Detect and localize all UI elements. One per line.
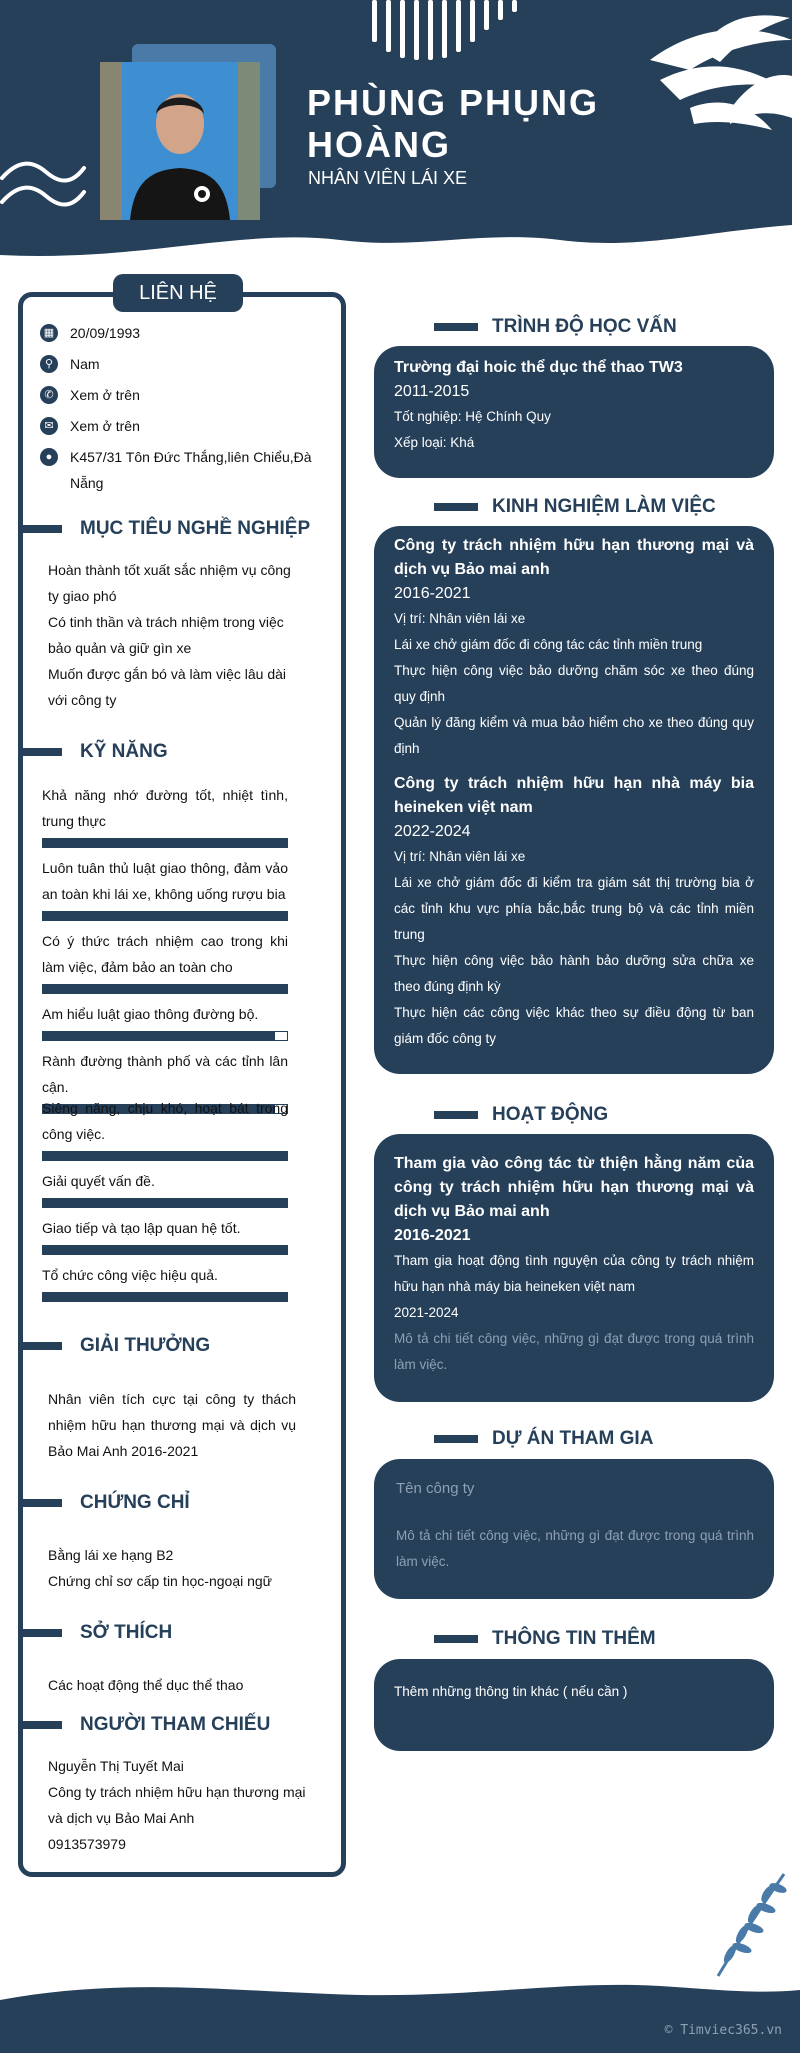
heading-bar xyxy=(22,1342,62,1350)
skill-level-bar xyxy=(42,1292,288,1302)
job-position: Vị trí: Nhân viên lái xe xyxy=(394,611,526,626)
contact-title: LIÊN HỆ xyxy=(113,274,243,312)
heading-bar xyxy=(434,1435,478,1443)
hobbies-title: SỞ THÍCH xyxy=(80,1622,173,1643)
skill-name: Giải quyết vấn đề. xyxy=(42,1173,155,1189)
activity-placeholder: Mô tả chi tiết công việc, những gì đạt được trong quá trình làm việc. xyxy=(394,1331,754,1372)
profile-photo xyxy=(100,62,260,220)
hobbies-heading xyxy=(22,1622,172,1644)
extra-heading xyxy=(434,1628,656,1650)
skill-name: Rành đường thành phố và các tỉnh lân cận. xyxy=(42,1053,288,1095)
education-rank: Xếp loại: Khá xyxy=(394,435,475,450)
projects-heading xyxy=(434,1428,653,1450)
certificates-title: CHỨNG CHỈ xyxy=(80,1492,190,1513)
activity-years: 2016-2021 xyxy=(394,1227,471,1244)
skill-name: Khả năng nhớ đường tốt, nhiệt tình, trung thực xyxy=(42,787,288,829)
email-icon: ✉ xyxy=(40,417,58,435)
education-heading xyxy=(434,316,677,338)
skill-item xyxy=(42,1168,288,1208)
activities-card xyxy=(374,1134,774,1402)
hobbies-text: Các hoạt động thể dục thể thao xyxy=(48,1677,244,1693)
heading-bar xyxy=(22,525,62,533)
skill-level-bar xyxy=(42,1245,288,1255)
name-line-1: PHÙNG PHỤNG xyxy=(307,82,600,123)
skill-name: Am hiểu luật giao thông đường bộ. xyxy=(42,1006,259,1022)
skill-item xyxy=(42,1262,288,1302)
skill-item xyxy=(42,1215,288,1255)
projects-card xyxy=(374,1459,774,1599)
project-desc-placeholder: Mô tả chi tiết công việc, những gì đạt được trong quá trình làm việc. xyxy=(396,1528,754,1569)
contact-gender xyxy=(40,351,312,377)
activities-heading xyxy=(434,1104,608,1126)
activity-years-2: 2021-2024 xyxy=(394,1305,459,1320)
experience-heading xyxy=(434,496,716,518)
skill-level-fill xyxy=(43,985,287,993)
extra-card xyxy=(374,1659,774,1751)
heading-bar xyxy=(22,1629,62,1637)
skill-item xyxy=(42,928,288,994)
skill-level-fill xyxy=(43,912,287,920)
footer-background xyxy=(0,1960,800,2053)
activity-text: Tham gia hoạt động tình nguyện của công ty trách nhiệm hữu hạn nhà máy bia heineken việt nam xyxy=(394,1253,754,1294)
certificate-item: Bằng lái xe hạng B2 xyxy=(48,1547,174,1563)
gender-icon: ⚲ xyxy=(40,355,58,373)
copyright-text: © Timviec365.vn xyxy=(664,2023,782,2038)
education-school: Trường đại hoic thể dục thể thao TW3 xyxy=(394,359,683,376)
education-card xyxy=(374,346,774,478)
activities-title: HOẠT ĐỘNG xyxy=(492,1104,609,1125)
reference-company: Công ty trách nhiệm hữu hạn thương mại và dịch vụ Bảo Mai Anh xyxy=(48,1784,306,1826)
experience-title: KINH NGHIỆM LÀM VIỆC xyxy=(492,496,716,517)
reference-phone: 0913573979 xyxy=(48,1836,126,1852)
skill-item xyxy=(42,782,288,848)
activity-heading: Tham gia vào công tác từ thiện hằng năm của công ty trách nhiệm hữu hạn thương mại và dịch vụ Bảo mai anh xyxy=(394,1155,754,1220)
contact-email-text: Xem ở trên xyxy=(70,418,140,434)
objective-heading xyxy=(22,518,310,540)
skill-item xyxy=(42,855,288,921)
skill-name: Giao tiếp và tạo lập quan hệ tốt. xyxy=(42,1220,241,1236)
skill-level-fill xyxy=(43,1293,287,1301)
contact-email xyxy=(40,413,312,439)
objective-text: Hoàn thành tốt xuất sắc nhiệm vụ công ty giao phó Có tinh thần và trách nhiệm trong việc bảo quản và giữ gìn xe Muốn được gắn bó và làm việc lâu dài với công ty xyxy=(48,562,291,708)
project-company-placeholder: Tên công ty xyxy=(396,1480,475,1497)
heading-bar xyxy=(434,323,478,331)
skill-name: Luôn tuân thủ luật giao thông, đảm vảo an toàn khi lái xe, không uống rượu bia xyxy=(42,860,288,902)
skill-level-bar xyxy=(42,911,288,921)
job-company: Công ty trách nhiệm hữu hạn thương mại và dịch vụ Bảo mai anh xyxy=(394,537,754,578)
contact-phone-text: Xem ở trên xyxy=(70,387,140,403)
header-banner xyxy=(0,0,792,262)
certificate-item: Chứng chỉ sơ cấp tin học-ngoại ngữ xyxy=(48,1573,273,1589)
references-heading xyxy=(22,1714,270,1736)
skill-level-fill xyxy=(43,1199,287,1207)
certificates-list xyxy=(48,1542,308,1594)
skill-level-fill xyxy=(43,1032,275,1040)
skill-name: Siêng năng, chịu khó, hoạt bát trong công việc. xyxy=(42,1100,288,1142)
certificates-heading xyxy=(22,1492,190,1514)
skill-name: Tổ chức công việc hiệu quả. xyxy=(42,1267,218,1283)
skill-level-fill xyxy=(43,1246,287,1254)
heading-bar xyxy=(22,1721,62,1729)
contact-address xyxy=(40,444,312,496)
heading-bar xyxy=(434,1635,478,1643)
reference-name: Nguyễn Thị Tuyết Mai xyxy=(48,1758,184,1774)
references-title: NGƯỜI THAM CHIẾU xyxy=(80,1714,271,1735)
contact-address-text: K457/31 Tôn Đức Thắng,liên Chiểu,Đà Nẵng xyxy=(70,449,312,491)
heading-bar xyxy=(22,748,62,756)
education-years: 2011-2015 xyxy=(394,383,470,400)
heading-bar xyxy=(22,1499,62,1507)
education-graduation: Tốt nghiệp: Hệ Chính Quy xyxy=(394,409,551,424)
contact-birthday xyxy=(40,320,312,346)
heading-bar xyxy=(434,503,478,511)
location-icon: ● xyxy=(40,448,58,466)
job-position: Vị trí: Nhân viên lái xe xyxy=(394,849,526,864)
calendar-icon: ▦ xyxy=(40,324,58,342)
references-block xyxy=(48,1753,306,1857)
skill-level-bar xyxy=(42,838,288,848)
skill-level-bar xyxy=(42,1151,288,1161)
projects-title: DỰ ÁN THAM GIA xyxy=(492,1428,654,1449)
skill-level-bar xyxy=(42,1031,288,1041)
extra-title: THÔNG TIN THÊM xyxy=(492,1628,656,1649)
extra-text: Thêm những thông tin khác ( nếu cần ) xyxy=(394,1684,628,1699)
skill-item xyxy=(42,1095,288,1161)
job-years: 2022-2024 xyxy=(394,823,471,840)
phone-icon: ✆ xyxy=(40,386,58,404)
skill-level-fill xyxy=(43,839,287,847)
awards-text: Nhân viên tích cực tại công ty thách nhiệm hữu hạn thương mại và dịch vụ Bảo Mai Anh 2016-2021 xyxy=(48,1391,296,1459)
skill-name: Có ý thức trách nhiệm cao trong khi làm việc, đảm bảo an toàn cho xyxy=(42,933,288,975)
job-company: Công ty trách nhiệm hữu hạn nhà máy bia heineken việt nam xyxy=(394,775,754,816)
contact-phone xyxy=(40,382,312,408)
experience-card xyxy=(374,526,774,1074)
contact-gender-text: Nam xyxy=(70,356,100,372)
skill-level-fill xyxy=(43,1152,287,1160)
skills-title: KỸ NĂNG xyxy=(80,741,168,762)
skill-level-bar xyxy=(42,984,288,994)
contact-birthday-text: 20/09/1993 xyxy=(70,325,141,341)
name-line-2: HOÀNG xyxy=(307,124,451,165)
education-title: TRÌNH ĐỘ HỌC VẤN xyxy=(492,316,677,337)
job-duties: Lái xe chở giám đốc đi kiểm tra giám sát thị trường bia ở các tỉnh khu vực phía bắc,bắc trung bộ và các tỉnh miền trung Thực hiện công việc bảo hành bảo dưỡng sửa chữa xe theo đúng định kỳ Thực hiện các công việc khác theo sự điều động từ ban giám đốc công ty xyxy=(394,875,754,1046)
heading-bar xyxy=(434,1111,478,1119)
skill-item xyxy=(42,1001,288,1041)
job-title: NHÂN VIÊN LÁI XE xyxy=(308,168,468,188)
candidate-name xyxy=(307,82,667,166)
awards-title: GIẢI THƯỞNG xyxy=(80,1335,211,1356)
objective-title: MỤC TIÊU NGHỀ NGHIỆP xyxy=(80,518,311,539)
job-years: 2016-2021 xyxy=(394,585,471,602)
skill-level-bar xyxy=(42,1198,288,1208)
skills-heading xyxy=(22,741,168,763)
awards-heading xyxy=(22,1335,210,1357)
job-duties: Lái xe chở giám đốc đi công tác các tỉnh miền trung Thực hiện công việc bảo dưỡng chăm sóc xe theo đúng quy định Quản lý đăng kiểm và mua bảo hiểm cho xe theo đúng quy định xyxy=(394,637,754,756)
